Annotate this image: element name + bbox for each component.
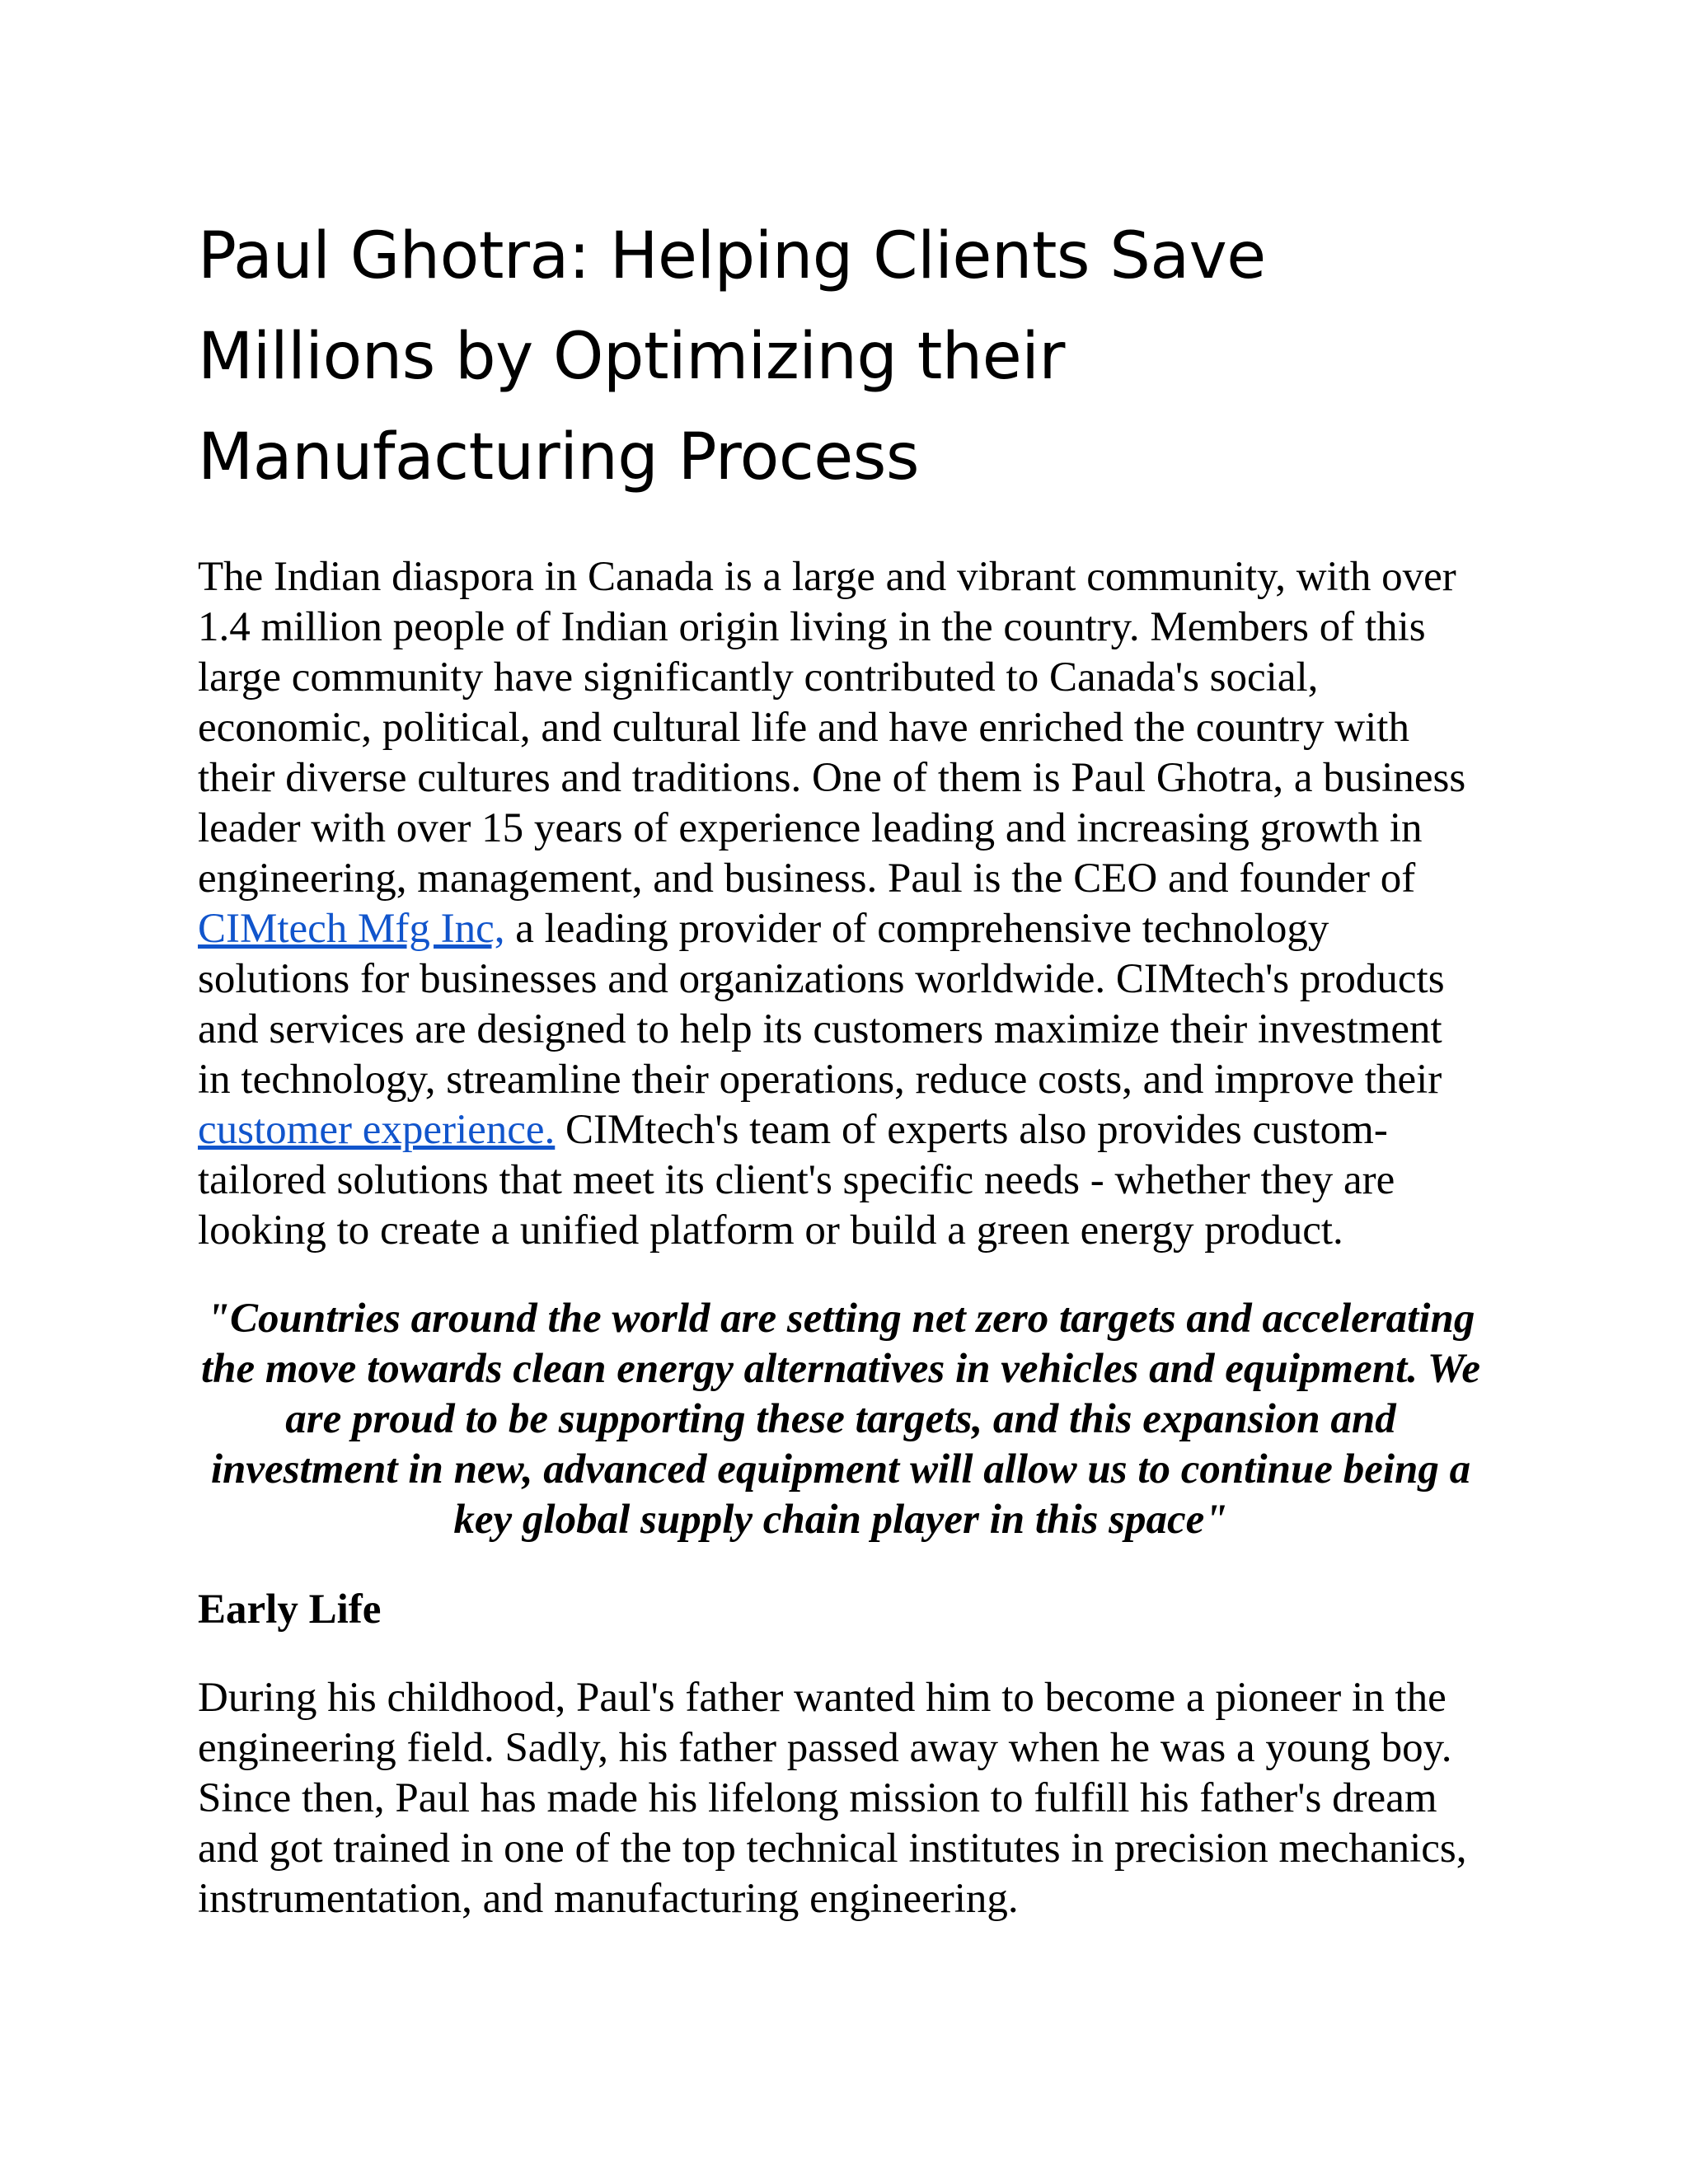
early-life-heading: Early Life — [198, 1586, 382, 1633]
intro-text-part-2: a leading provider of comprehensive technology solutions for businesses and organizations worldwide. CIMtech's products and services are designed to help its customers maximize their investment in technology, streamline their operations, reduce costs, and improve their — [198, 906, 1445, 1103]
intro-text-part-1: The Indian diaspora in Canada is a large and vibrant community, with over 1.4 million people of Indian origin living in the country. Members of this large community have significantly contributed to Canada's social, economic, political, and cultural life and have enriched the country with their diverse cultures and traditions. One of them is Paul Ghotra, a business leader with over 15 years of experience leading and increasing growth in engineering, management, and business. Paul is the CEO and founder of — [198, 554, 1466, 902]
pull-quote: "Countries around the world are setting net zero targets and accelerating the move towards clean energy alternatives in vehicles and equipment. We are proud to be supporting these targets, and this expansion and investment in new, advanced equipment will allow us to continue being a key global supply chain player in this space" — [200, 1296, 1481, 1543]
article-title: Paul Ghotra: Helping Clients Save Millions by Optimizing their Manufacturing Process — [198, 219, 1266, 494]
cimtech-link[interactable]: CIMtech Mfg Inc, — [198, 906, 505, 952]
intro-paragraph — [198, 552, 1484, 1256]
document-page — [198, 206, 1484, 1924]
intro-text-part-3: CIMtech's team of experts also provides custom-tailored solutions that meet its client's specific needs - whether they are looking to create a unified platform or build a green energy product. — [198, 1107, 1395, 1254]
customer-experience-link[interactable]: customer experience. — [198, 1107, 556, 1153]
early-life-paragraph: During his childhood, Paul's father wanted him to become a pioneer in the engineering field. Sadly, his father passed away when he was a young boy. Since then, Paul has made his lifelong mission to fulfill his father's dream and got trained in one of the top technical institutes in precision mechanics, instrumentation, and manufacturing engineering. — [198, 1675, 1467, 1922]
